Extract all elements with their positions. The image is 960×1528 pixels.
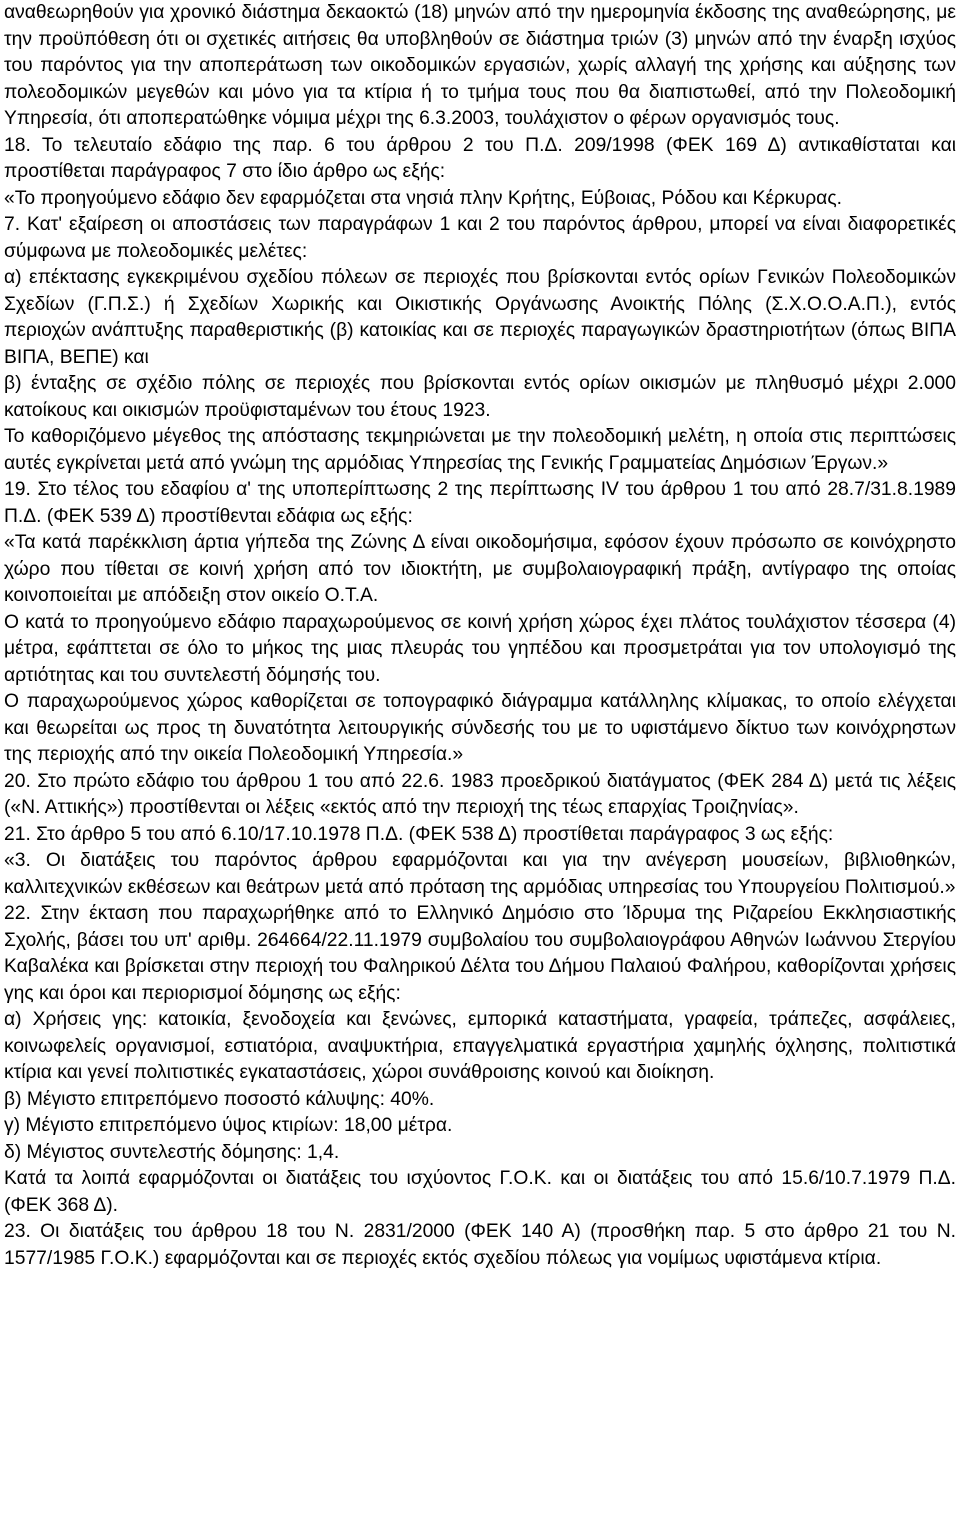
- paragraph: 20. Στο πρώτο εδάφιο του άρθρου 1 του από 22.6. 1983 προεδρικού διατάγματος (ΦΕΚ 284 Δ) μετά τις λέξεις («Ν. Αττικής») προστίθενται οι λέξεις «εκτός από την περιοχή της τέως επαρχίας Τροιζηνίας».: [4, 770, 956, 818]
- paragraph: β) ένταξης σε σχέδιο πόλης σε περιοχές που βρίσκονται εντός ορίων οικισμών με πληθυσμό μέχρι 2.000 κατοίκους και οικισμών προϋφισταμένων του έτους 1923.: [4, 373, 956, 421]
- paragraph: «Το προηγούμενο εδάφιο δεν εφαρμόζεται στα νησιά πλην Κρήτης, Εύβοιας, Ρόδου και Κέρκυρας.: [4, 187, 842, 209]
- paragraph: α) επέκτασης εγκεκριμένου σχεδίου πόλεων σε περιοχές που βρίσκονται εντός ορίων Γενικών Πολεοδομικών Σχεδίων (Γ.Π.Σ.) ή Σχεδίων Χωρικής και Οικιστικής Οργάνωσης Ανοικτής Πόλης (Σ.Χ.Ο.Ο.Α.Π.), εντός περιοχών ανάπτυξης παραθεριστικής (β) κατοικίας και σε περιοχές παραγωγικών δραστηριοτήτων (όπως ΒΙΠΑ ΒΙΠΑ, ΒΕΠΕ) και: [4, 267, 956, 368]
- paragraph: β) Μέγιστο επιτρεπόμενο ποσοστό κάλυψης: 40%.: [4, 1088, 435, 1110]
- paragraph: αναθεωρηθούν για χρονικό διάστημα δεκαοκτώ (18) μηνών από την ημερομηνία έκδοσης της αναθεώρησης, με την προϋπόθεση ότι οι σχετικές αιτήσεις θα υποβληθούν σε διάστημα τριών (3) μηνών από την έναρξη ισχύος του παρόντος για την αποπεράτωση των οικοδομικών εργασιών, χωρίς αλλαγή της χρήσης και αύξησης των πολεοδομικών μεγεθών και μόνο για τα κτίρια ή το τμήμα τους που θα διαπιστωθεί, από την Πολεοδομική Υπηρεσία, ότι αποπερατώθηκε νόμιμα μέχρι της 6.3.2003, τουλάχιστον ο φέρων οργανισμός τους.: [4, 2, 956, 129]
- paragraph: 23. Οι διατάξεις του άρθρου 18 του Ν. 2831/2000 (ΦΕΚ 140 Α) (προσθήκη παρ. 5 στο άρθρο 21 του Ν. 1577/1985 Γ.Ο.Κ.) εφαρμόζονται και σε περιοχές εκτός σχεδίου πόλεως για νομίμως υφιστάμενα κτίρια.: [4, 1221, 956, 1269]
- paragraph: 18. Το τελευταίο εδάφιο της παρ. 6 του άρθρου 2 του Π.Δ. 209/1998 (ΦΕΚ 169 Δ) αντικαθίσταται και προστίθεται παράγραφος 7 στο ίδιο άρθρο ως εξής:: [4, 134, 956, 182]
- paragraph: 22. Στην έκταση που παραχωρήθηκε από το Ελληνικό Δημόσιο στο Ίδρυμα της Ριζαρείου Εκκλησιαστικής Σχολής, βάσει του υπ' αριθμ. 264664/22.11.1979 συμβολαίου του συμβολαιογράφου Αθηνών Ιωάννου Στεργίου Καβαλέκα και βρίσκεται στην περιοχή του Φαληρικού Δέλτα του Δήμου Παλαιού Φαλήρου, καθορίζονται χρήσεις γης και όροι και περιορισμοί δόμησης ως εξής:: [4, 903, 956, 1004]
- paragraph: 19. Στο τέλος του εδαφίου α' της υποπερίπτωσης 2 της περίπτωσης IV του άρθρου 1 του από 28.7/31.8.1989 Π.Δ. (ΦΕΚ 539 Δ) προστίθενται εδάφια ως εξής:: [4, 479, 956, 527]
- paragraph: α) Χρήσεις γης: κατοικία, ξενοδοχεία και ξενώνες, εμπορικά καταστήματα, γραφεία, τράπεζες, ασφάλειες, κοινωφελείς οργανισμοί, εστιατόρια, αναψυκτήρια, επαγγελματικά εργαστήρια χαμηλής όχλησης, πολιτιστικά κτίρια και γενεί πολιτιστικές εγκαταστάσεις, χώροι συνάθροισης κοινού και διοίκηση.: [4, 1009, 956, 1083]
- paragraph: γ) Μέγιστο επιτρεπόμενο ύψος κτιρίων: 18,00 μέτρα.: [4, 1115, 453, 1136]
- paragraph: 21. Στο άρθρο 5 του από 6.10/17.10.1978 Π.Δ. (ΦΕΚ 538 Δ) προστίθεται παράγραφος 3 ως εξής:: [4, 823, 834, 845]
- document-page: [4, 0, 956, 1272]
- paragraph: Ο παραχωρούμενος χώρος καθορίζεται σε τοπογραφικό διάγραμμα κατάλληλης κλίμακας, το οποίο ελέγχεται και θεωρείται ως προς τη δυνατότητα λειτουργικής σύνδεσής του με το υφιστάμενο δίκτυο των κοινόχρηστων της περιοχής από την οικεία Πολεοδομική Υπηρεσία.»: [4, 691, 956, 765]
- paragraph: Κατά τα λοιπά εφαρμόζονται οι διατάξεις του ισχύοντος Γ.Ο.Κ. και οι διατάξεις του από 15.6/10.7.1979 Π.Δ. (ΦΕΚ 368 Δ).: [4, 1168, 956, 1216]
- paragraph: Το καθοριζόμενο μέγεθος της απόστασης τεκμηριώνεται με την πολεοδομική μελέτη, η οποία στις περιπτώσεις αυτές εγκρίνεται μετά από γνώμη της αρμόδιας Υπηρεσίας της Γενικής Γραμματείας Δημόσιων Έργων.»: [4, 426, 956, 474]
- paragraph: «3. Οι διατάξεις του παρόντος άρθρου εφαρμόζονται και για την ανέγερση μουσείων, βιβλιοθηκών, καλλιτεχνικών εκθέσεων και θεάτρων μετά από πρόταση της αρμόδιας υπηρεσίας του Υπουργείου Πολιτισμού.»: [4, 850, 956, 898]
- paragraph: «Τα κατά παρέκκλιση άρτια γήπεδα της Ζώνης Δ είναι οικοδομήσιμα, εφόσον έχουν πρόσωπο σε κοινόχρηστο χώρο που τίθεται σε κοινή χρήση από τον ιδιοκτήτη, με συμβολαιογραφική πράξη, αντίγραφο της οποίας κοινοποιείται με απόδειξη στον οικείο Ο.Τ.Α.: [4, 532, 956, 606]
- paragraph: Ο κατά το προηγούμενο εδάφιο παραχωρούμενος σε κοινή χρήση χώρος έχει πλάτος τουλάχιστον τέσσερα (4) μέτρα, εφάπτεται σε όλο το μήκος της μιας πλευράς του γηπέδου και προσμετράται για τον υπολογισμό της αρτιότητας και του συντελεστή δόμησής του.: [4, 611, 956, 686]
- paragraph: 7. Κατ' εξαίρεση οι αποστάσεις των παραγράφων 1 και 2 του παρόντος άρθρου, μπορεί να είναι διαφορετικές σύμφωνα με πολεοδομικές μελέτες:: [4, 214, 956, 262]
- paragraph: δ) Μέγιστος συντελεστής δόμησης: 1,4.: [4, 1141, 340, 1163]
